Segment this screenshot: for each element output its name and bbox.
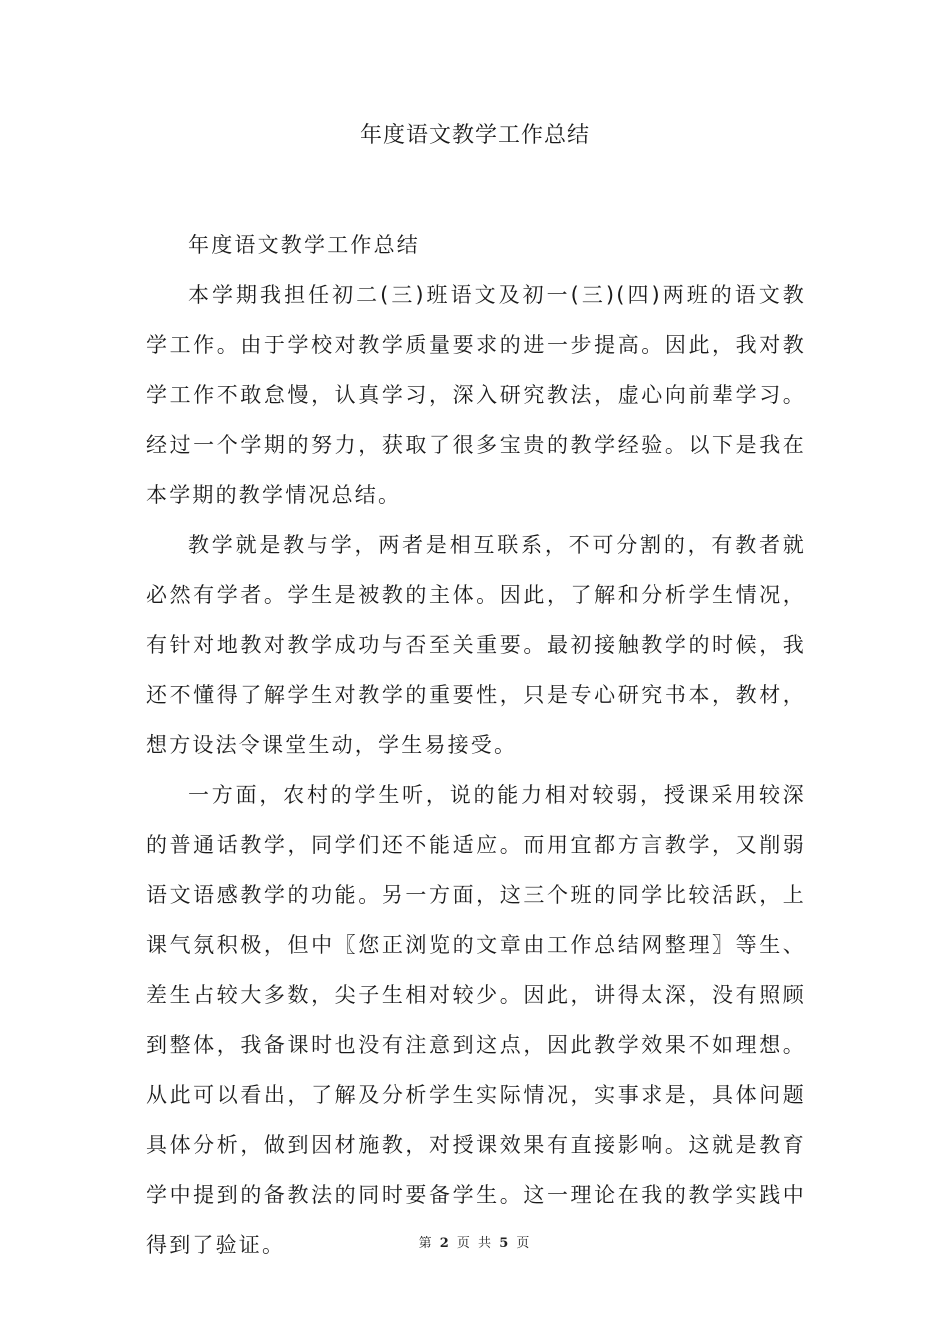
paragraph-intro: 本学期我担任初二(三)班语文及初一(三)(四)两班的语文教学工作。由于学校对教学质量要求的进一步提高。因此，我对教学工作不敢怠慢，认真学习，深入研究教法，虚心向前辈学习。经过一个学期的努力，获取了很多宝贵的教学经验。以下是我在本学期的教学情况总结。 (146, 283, 806, 507)
footer-prefix: 第 (418, 1236, 434, 1251)
document-body (146, 220, 806, 1270)
footer-current-page: 2 (439, 1236, 451, 1251)
footer-suffix: 页 (516, 1236, 532, 1251)
paragraph-teaching: 教学就是教与学，两者是相互联系，不可分割的，有教者就必然有学者。学生是被教的主体。因此，了解和分析学生情况，有针对地教对教学成功与否至关重要。最初接触教学的时候，我还不懂得了解学生对教学的重要性，只是专心研究书本，教材，想方设法令课堂生动，学生易接受。 (146, 533, 806, 757)
footer-total-pages: 5 (499, 1236, 511, 1251)
footer-middle: 页 共 (456, 1236, 494, 1251)
page-footer (0, 1232, 950, 1251)
paragraph-heading: 年度语文教学工作总结 (188, 233, 420, 257)
paragraph-students: 一方面，农村的学生听，说的能力相对较弱，授课采用较深的普通话教学，同学们还不能适应。而用宜都方言教学，又削弱语文语感教学的功能。另一方面，这三个班的同学比较活跃，上课气氛积极，但中〖您正浏览的文章由工作总结网整理〗等生、差生占较大多数，尖子生相对较少。因此，讲得太深，没有照顾到整体，我备课时也没有注意到这点，因此教学效果不如理想。从此可以看出，了解及分析学生实际情况，实事求是，具体问题具体分析，做到因材施教，对授课效果有直接影响。这就是教育学中提到的备教法的同时要备学生。这一理论在我的教学实践中得到了验证。 (146, 783, 806, 1257)
document-title: 年度语文教学工作总结 (359, 123, 590, 148)
